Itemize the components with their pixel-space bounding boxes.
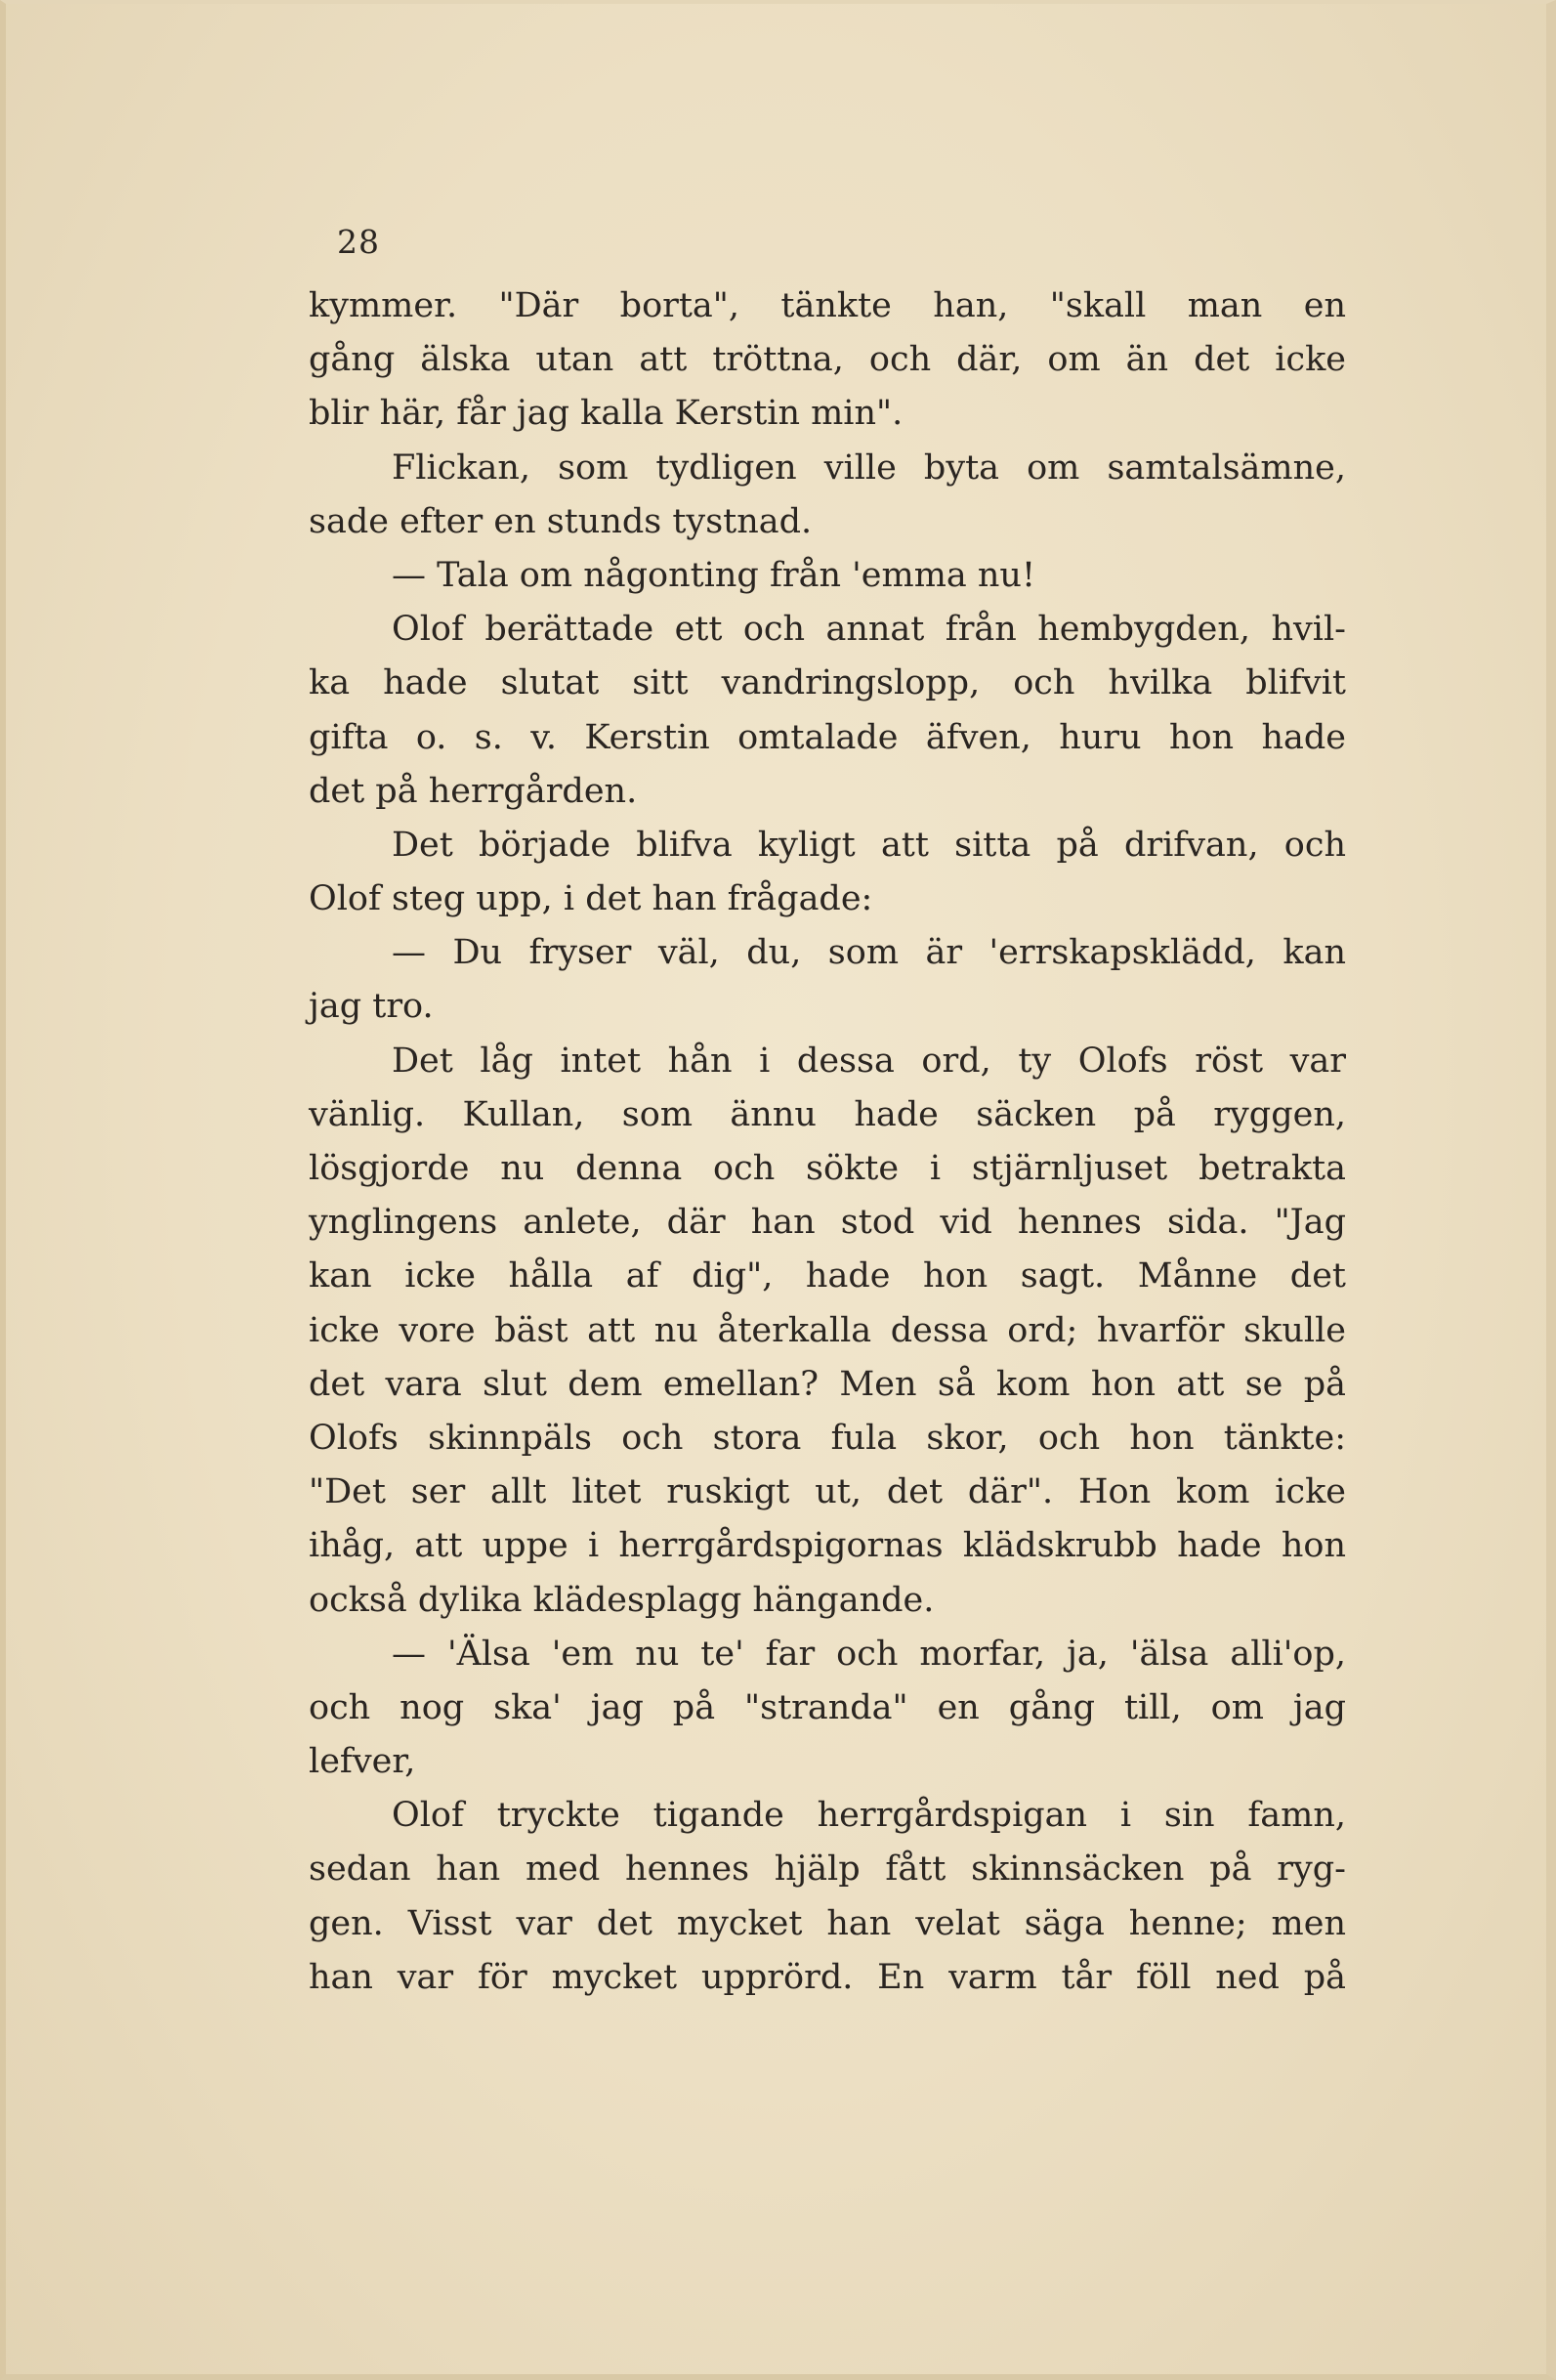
text-line: ka hade slutat sitt vandringslopp, och hvilka blifvit bbox=[309, 663, 1346, 703]
text-line: Olof tryckte tigande herrgårdspigan i sin famn, bbox=[392, 1796, 1346, 1836]
text-line: gifta o. s. v. Kerstin omtalade äfven, huru hon hade bbox=[309, 717, 1346, 757]
text-line: det vara slut dem emellan? Men så kom hon att se på bbox=[309, 1364, 1346, 1404]
text-line: Flickan, som tydligen ville byta om samtalsämne, bbox=[392, 447, 1346, 488]
text-line: gång älska utan att tröttna, och där, om än det icke bbox=[309, 340, 1346, 380]
text-line: det på herrgården. bbox=[309, 771, 638, 811]
text-line: Det låg intet hån i dessa ord, ty Olofs röst var bbox=[392, 1041, 1346, 1081]
text-line: Olof berättade ett och annat från hembygden, hvil- bbox=[392, 610, 1346, 650]
text-line: jag tro. bbox=[309, 987, 434, 1027]
text-line: Det började blifva kyligt att sitta på drifvan, och bbox=[392, 825, 1346, 865]
text-line: "Det ser allt litet ruskigt ut, det där". Hon kom icke bbox=[309, 1472, 1346, 1512]
page-number: 28 bbox=[337, 223, 380, 261]
text-line: sedan han med hennes hjälp fått skinnsäcken på ryg- bbox=[309, 1849, 1346, 1890]
text-line: kan icke hålla af dig", hade hon sagt. Månne det bbox=[309, 1256, 1346, 1296]
text-line: icke vore bäst att nu återkalla dessa ord; hvarför skulle bbox=[309, 1310, 1346, 1350]
text-line: också dylika klädesplagg hängande. bbox=[309, 1580, 935, 1620]
text-line: Olof steg upp, i det han frågade: bbox=[309, 879, 873, 919]
text-line: sade efter en stunds tystnad. bbox=[309, 501, 813, 541]
text-line: Olofs skinnpäls och stora fula skor, och hon tänkte: bbox=[309, 1418, 1346, 1458]
text-line: — Du fryser väl, du, som är 'errskapsklädd, kan bbox=[392, 933, 1346, 973]
text-line: vänlig. Kullan, som ännu hade säcken på ryggen, bbox=[309, 1094, 1346, 1134]
text-line: lösgjorde nu denna och sökte i stjärnljuset betrakta bbox=[309, 1149, 1346, 1188]
text-line: ihåg, att uppe i herrgårdspigornas klädskrubb hade hon bbox=[309, 1526, 1346, 1566]
body-text bbox=[309, 279, 1346, 2005]
text-line: blir här, får jag kalla Kerstin min". bbox=[309, 394, 904, 434]
text-line: — Tala om någonting från 'emma nu! bbox=[392, 555, 1036, 595]
text-line: han var för mycket upprörd. En varm tår föll ned på bbox=[309, 1957, 1346, 1997]
text-line: kymmer. "Där borta", tänkte han, "skall man en bbox=[309, 286, 1346, 325]
text-line: ynglingens anlete, där han stod vid hennes sida. "Jag bbox=[309, 1203, 1346, 1243]
text-line: — 'Älsa 'em nu te' far och morfar, ja, 'älsa alli'op, bbox=[392, 1634, 1346, 1674]
text-line: lefver, bbox=[309, 1742, 416, 1782]
text-line: gen. Visst var det mycket han velat säga henne; men bbox=[309, 1903, 1346, 1943]
text-line: och nog ska' jag på "stranda" en gång till, om jag bbox=[309, 1687, 1346, 1727]
